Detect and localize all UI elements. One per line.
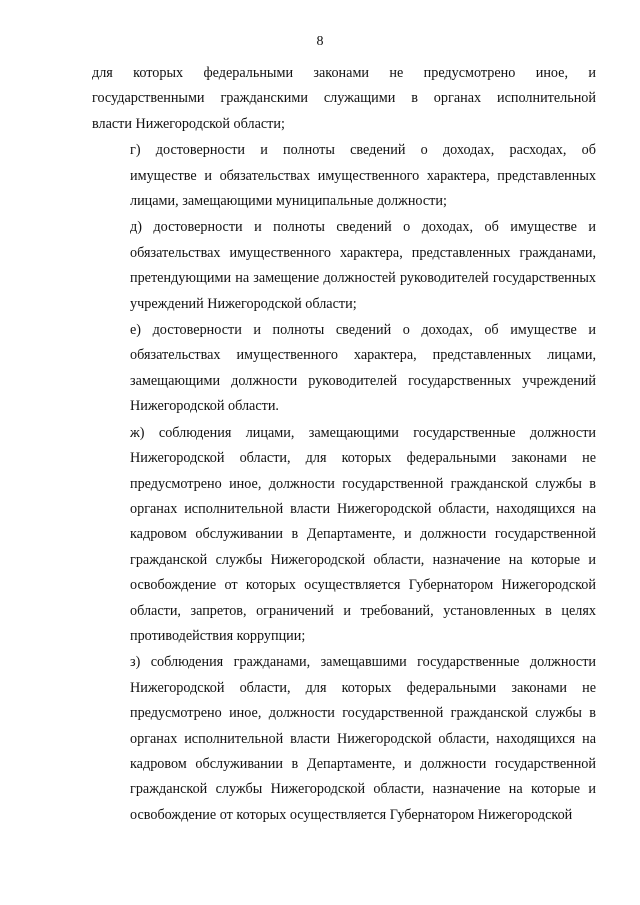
text-line: органах исполнительной власти Нижегородской области, находящихся на (130, 500, 596, 517)
text-line: предусмотрено иное, должности государственной гражданской службы в (130, 705, 596, 722)
text-line: гражданской службы Нижегородской области, назначение на которые и (130, 551, 596, 568)
paragraph-item-e (92, 318, 596, 420)
text-line: претендующими на замещение должностей руководителей государственных (130, 270, 596, 287)
text-line: Нижегородской области, для которых федеральными законами не (130, 450, 596, 467)
text-line: е) достоверности и полноты сведений о доходах, об имуществе и (130, 322, 596, 339)
text-line: Нижегородской области, для которых федеральными законами не (130, 679, 596, 696)
text-line: власти Нижегородской области; (92, 115, 285, 132)
paragraph-continuation (92, 61, 596, 137)
text-line: д) достоверности и полноты сведений о доходах, об имуществе и (130, 219, 596, 236)
text-line: органах исполнительной власти Нижегородской области, находящихся на (130, 730, 596, 747)
text-line: г) достоверности и полноты сведений о доходах, расходах, об (130, 142, 596, 159)
text-line: государственными гражданскими служащими в органах исполнительной (92, 90, 596, 107)
text-line: области, запретов, ограничений и требований, установленных в целях (130, 602, 596, 619)
document-body (92, 61, 596, 828)
text-line: кадровом обслуживании в Департаменте, и должности государственной (130, 755, 596, 772)
text-line: лицами, замещающими муниципальные должности; (130, 193, 447, 210)
text-line: предусмотрено иное, должности государственной гражданской службы в (130, 475, 596, 492)
text-line: учреждений Нижегородской области; (130, 295, 357, 312)
text-line: освобождение от которых осуществляется Губернатором Нижегородской (130, 577, 596, 594)
text-line: освобождение от которых осуществляется Губернатором Нижегородской (130, 806, 573, 823)
paragraph-item-g (92, 138, 596, 214)
paragraph-item-d (92, 215, 596, 317)
text-line: кадровом обслуживании в Департаменте, и должности государственной (130, 526, 596, 543)
text-line: ж) соблюдения лицами, замещающими государственные должности (130, 424, 596, 441)
text-line: Нижегородской области. (130, 398, 279, 415)
text-line: гражданской службы Нижегородской области, назначение на которые и (130, 781, 596, 798)
text-line: для которых федеральными законами не предусмотрено иное, и (92, 65, 596, 81)
text-line: обязательствах имущественного характера, представленных лицами, (130, 347, 596, 364)
text-line: замещающими должности руководителей государственных учреждений (130, 372, 596, 389)
text-line: з) соблюдения гражданами, замещавшими государственные должности (130, 654, 596, 671)
text-line: имуществе и обязательствах имущественного характера, представленных (130, 167, 596, 184)
paragraph-item-zh (92, 421, 596, 650)
text-line: обязательствах имущественного характера, представленных гражданами, (130, 244, 596, 261)
text-line: противодействия коррупции; (130, 627, 306, 644)
paragraph-item-z (92, 650, 596, 828)
page-number: 8 (316, 34, 324, 49)
